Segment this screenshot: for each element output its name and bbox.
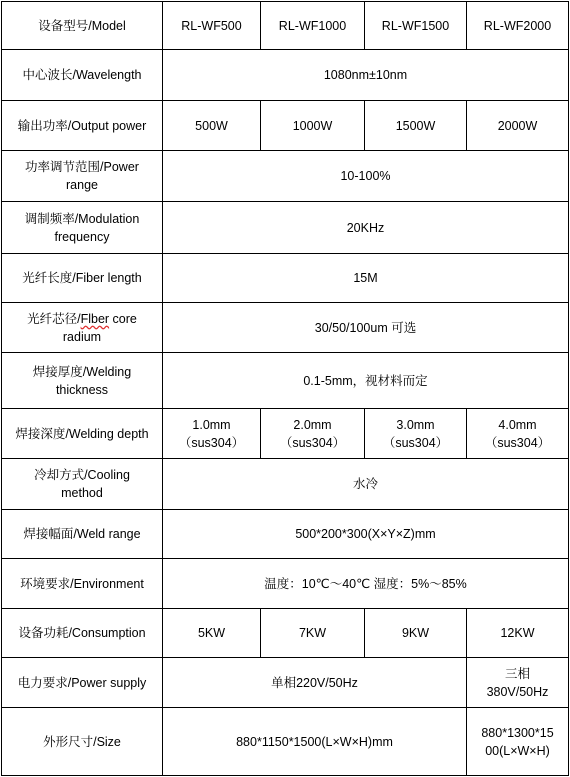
consumption-2: 7KW [261, 609, 365, 658]
consumption-4: 12KW [467, 609, 569, 658]
label-fiber-core-suffix: core [109, 311, 137, 326]
label-welding-thickness-line1: 焊接厚度/Welding [32, 364, 132, 379]
output-power-2: 1000W [261, 101, 365, 151]
welding-depth-3 [365, 409, 467, 459]
output-power-1: 500W [163, 101, 261, 151]
label-modulation-line1: 调制频率/Modulation [24, 211, 140, 226]
welding-depth-2 [261, 409, 365, 459]
row-welding-thickness [2, 353, 569, 409]
welding-depth-4-value: 4.0mm [498, 417, 537, 432]
label-welding-thickness-line2: thickness [55, 382, 109, 397]
label-fiber-length: 光纤长度/Fiber length [2, 254, 163, 303]
label-fiber-core-prefix: 光纤芯径/ [27, 311, 81, 326]
label-modulation-line2: frequency [54, 229, 110, 244]
welding-depth-3-material: （sus304） [382, 435, 449, 450]
row-environment [2, 559, 569, 609]
welding-depth-2-value: 2.0mm [293, 417, 332, 432]
consumption-1: 5KW [163, 609, 261, 658]
output-power-4: 2000W [467, 101, 569, 151]
label-model: 设备型号/Model [2, 2, 163, 50]
label-welding-depth: 焊接深度/Welding depth [2, 409, 163, 459]
row-consumption [2, 609, 569, 658]
spec-table [1, 1, 569, 776]
label-wavelength: 中心波长/Wavelength [2, 50, 163, 101]
row-power-supply [2, 658, 569, 708]
label-welding-thickness [2, 353, 163, 409]
model-1: RL-WF500 [163, 2, 261, 50]
label-consumption: 设备功耗/Consumption [2, 609, 163, 658]
model-2: RL-WF1000 [261, 2, 365, 50]
value-power-supply-last [467, 658, 569, 708]
value-welding-thickness: 0.1-5mm，视材料而定 [163, 353, 569, 409]
label-power-range [2, 151, 163, 202]
row-power-range [2, 151, 569, 202]
row-modulation [2, 202, 569, 254]
label-environment: 环境要求/Environment [2, 559, 163, 609]
row-wavelength [2, 50, 569, 101]
label-cooling [2, 459, 163, 510]
value-fiber-core: 30/50/100um 可选 [163, 303, 569, 353]
welding-depth-1-material: （sus304） [178, 435, 245, 450]
value-power-supply-shared: 单相220V/50Hz [163, 658, 467, 708]
row-model [2, 2, 569, 50]
label-cooling-line1: 冷却方式/Cooling [34, 468, 130, 482]
welding-depth-4 [467, 409, 569, 459]
row-welding-depth [2, 409, 569, 459]
value-environment: 温度：10℃～40℃ 湿度：5%～85% [163, 559, 569, 609]
label-modulation [2, 202, 163, 254]
model-3: RL-WF1500 [365, 2, 467, 50]
label-weld-range: 焊接幅面/Weld range [2, 510, 163, 559]
welding-depth-2-material: （sus304） [279, 435, 346, 450]
output-power-3: 1500W [365, 101, 467, 151]
value-size-last-line1: 880*1300*15 [481, 725, 554, 740]
value-power-range: 10-100% [163, 151, 569, 202]
welding-depth-1 [163, 409, 261, 459]
label-fiber-core [2, 303, 163, 353]
row-size [2, 708, 569, 776]
label-size: 外形尺寸/Size [2, 708, 163, 776]
value-power-supply-last-line1: 三相 [504, 666, 530, 681]
label-power-supply: 电力要求/Power supply [2, 658, 163, 708]
label-power-range-line2: range [66, 178, 98, 192]
row-fiber-length [2, 254, 569, 303]
model-4: RL-WF2000 [467, 2, 569, 50]
value-size-last-line2: 00(L×W×H) [485, 743, 550, 758]
row-fiber-core [2, 303, 569, 353]
label-power-range-line1: 功率调节范围/Power [25, 160, 139, 174]
label-fiber-core-line2: radium [62, 329, 102, 344]
welding-depth-1-value: 1.0mm [192, 417, 231, 432]
label-cooling-line2: method [61, 486, 103, 500]
value-wavelength: 1080nm±10nm [163, 50, 569, 101]
row-cooling [2, 459, 569, 510]
label-output-power: 输出功率/Output power [2, 101, 163, 151]
value-power-supply-last-line2: 380V/50Hz [486, 684, 549, 699]
value-weld-range: 500*200*300(X×Y×Z)mm [163, 510, 569, 559]
consumption-3: 9KW [365, 609, 467, 658]
value-size-shared: 880*1150*1500(L×W×H)mm [163, 708, 467, 776]
value-size-last [467, 708, 569, 776]
value-modulation: 20KHz [163, 202, 569, 254]
welding-depth-4-material: （sus304） [484, 435, 551, 450]
row-weld-range [2, 510, 569, 559]
row-output-power [2, 101, 569, 151]
label-fiber-core-word: Flber [80, 311, 110, 326]
value-fiber-length: 15M [163, 254, 569, 303]
welding-depth-3-value: 3.0mm [396, 417, 435, 432]
value-cooling: 水冷 [163, 459, 569, 510]
